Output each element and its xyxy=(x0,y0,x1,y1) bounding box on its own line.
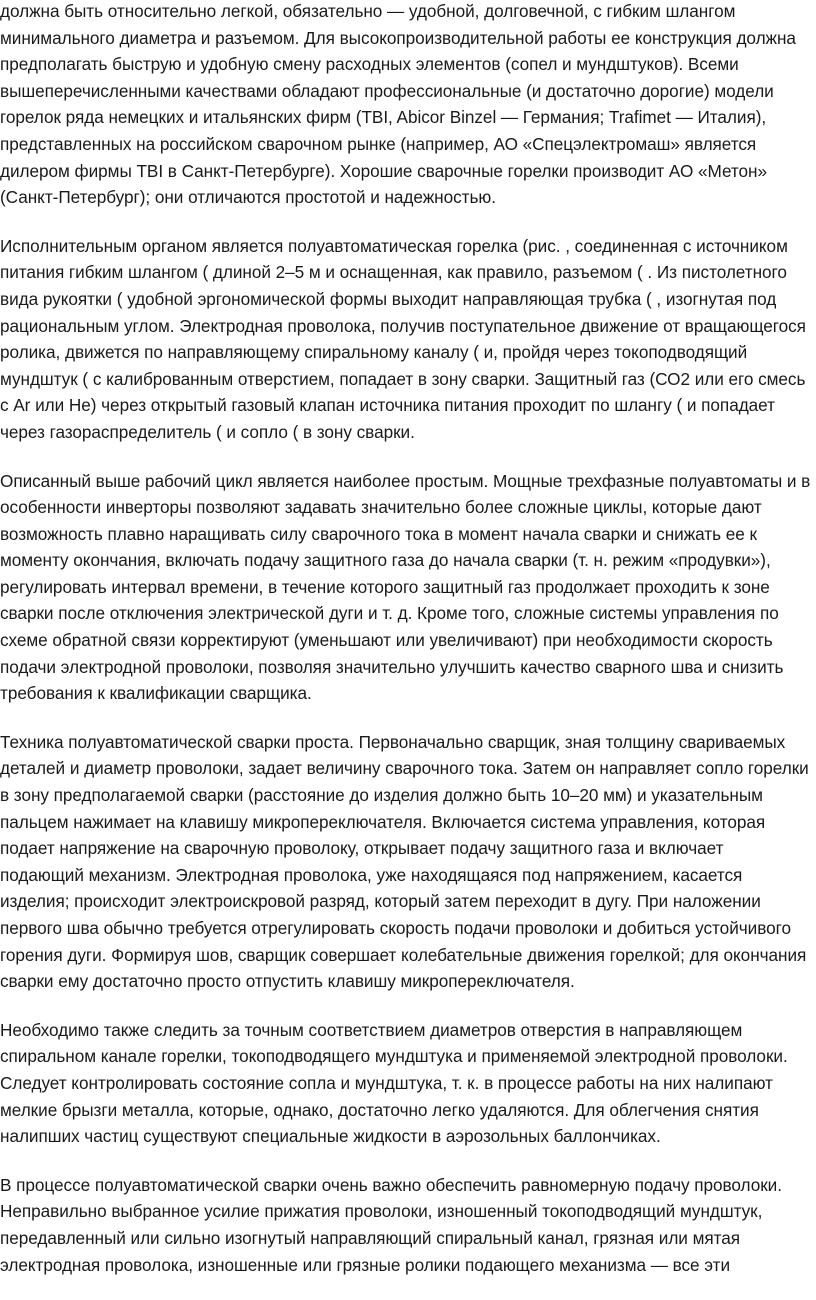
paragraph-work-cycle: Описанный выше рабочий цикл является наиболее простым. Мощные трехфазные полуавтоматы и в особенности инверторы позволяют задавать значительно более сложные циклы, которые дают возможность плавно наращивать силу сварочного тока в момент начала сварки и снижать ее к моменту окончания, включать подачу защитного газа до начала сварки (т. н. режим «продувки»), регулировать интервал времени, в течение которого защитный газ продолжает проходить к зоне сварки после отключения электрической дуги и т. д. Кроме того, сложные системы управления по схеме обратной связи корректируют (уменьшают или увеличивают) при необходимости скорость подачи электродной проволоки, позволяя значительно улучшить качество сварного шва и снизить требования к квалификации сварщика. xyxy=(0,470,811,704)
paragraph-welding-technique: Техника полуавтоматической сварки проста. Первоначально сварщик, зная толщину свариваемых деталей и диаметр проволоки, задает величину сварочного тока. Затем он направляет сопло горелки в зону предполагаемой сварки (расстояние до изделия должно быть 10–20 мм) и указательным пальцем нажимает на клавишу микропереключателя. Включается система управления, которая подает напряжение на сварочную проволоку, открывает подачу защитного газа и включает подающий механизм. Электродная проволока, уже находящаяся под напряжением, касается изделия; происходит электроискровой разряд, который затем переходит в дугу. При наложении первого шва обычно требуется отрегулировать скорость подачи проволоки и добиться устойчивого горения дуги. Формируя шов, сварщик совершает колебательные движения горелкой; для окончания сварки ему достаточно просто отпустить клавишу микропереключателя. xyxy=(0,731,809,992)
paragraph-maintenance: Необходимо также следить за точным соответствием диаметров отверстия в направляющем спиральном канале горелки, токоподводящего мундштука и применяемой электродной проволоки. Следует контролировать состояние сопла и мундштука, т. к. в процессе работы на них налипают мелкие брызги металла, которые, однако, достаточно легко удаляются. Для облегчения снятия налипших частиц существуют специальные жидкости в аэрозольных баллончиках. xyxy=(0,1019,788,1147)
paragraph-wire-feed: В процессе полуавтоматической сварки очень важно обеспечить равномерную подачу проволоки. Неправильно выбранное усилие прижатия проволоки, изношенный токоподводящий мундштук, передавленный или сильно изогнутый направляющий спиральный канал, грязная или мятая электродная проволока, изношенные или грязные ролики подающего механизма — все эти xyxy=(0,1174,782,1275)
paragraph-torch-description: Исполнительным органом является полуавтоматическая горелка (рис. , соединенная с источником питания гибким шлангом ( длиной 2–5 м и оснащенная, как правило, разъемом ( . Из пистолетного вида рукоятки ( удобной эргономической формы выходит направляющая трубка ( , изогнутая под рациональным углом. Электродная проволока, получив поступательное движение от вращающегося ролика, движется по направляющему спиральному каналу ( и, пройдя через токоподводящий мундштук ( с калиброванным отверстием, попадает в зону сварки. Защитный газ (СО2 или его смесь с Ar или He) через открытый газовый клапан источника питания проходит по шлангу ( и попадает через газораспределитель ( и сопло ( в зону сварки. xyxy=(0,235,806,442)
paragraph-torch-requirements: должна быть относительно легкой, обязательно — удобной, долговечной, с гибким шлангом минимального диаметра и разъемом. Для высокопроизводительной работы ее конструкция должна предполагать быструю и удобную смену расходных элементов (сопел и мундштуков). Всеми вышеперечисленными качествами обладают профессиональные (и достаточно дорогие) модели горелок ряда немецких и итальянских фирм (TBI, Abicor Binzel — Германия; Trafimet — Италия), представленных на российском сварочном рынке (например, АО «Спецэлектромаш» является дилером фирмы TBI в Санкт-Петербурге). Хорошие сварочные горелки производит АО «Метон» (Санкт-Петербург); они отличаются простотой и надежностью. xyxy=(0,1,796,208)
